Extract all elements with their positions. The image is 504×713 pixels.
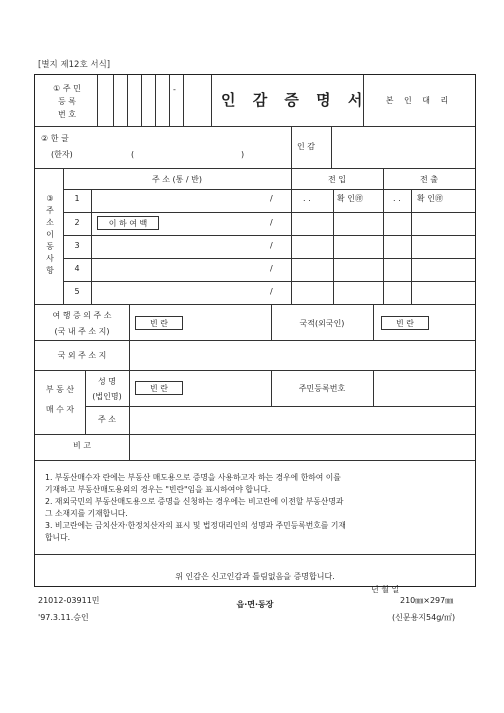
slash: /	[270, 264, 273, 273]
domestic-address-label: (국 내 주 소 지)	[54, 327, 110, 336]
form-label: [별지 제12호 서식]	[38, 60, 111, 70]
foreign-address-label: 국 외 주 소 지	[57, 351, 107, 360]
date-dots: . .	[393, 194, 401, 203]
moved-stamp-box	[97, 216, 159, 230]
address-header: 주 소 (통 / 반)	[151, 175, 203, 184]
paper-type: (신문용지54g/㎡)	[392, 613, 456, 622]
nationality-label: 국적(외국인)	[299, 319, 345, 328]
address-row-number: 4	[74, 264, 80, 273]
name-label: 성 명	[98, 377, 116, 386]
paren-close: )	[241, 150, 245, 159]
slash: /	[270, 287, 273, 296]
slash: /	[270, 241, 273, 250]
moved-out-header: 전 출	[420, 175, 438, 184]
hanja-label: (한자)	[51, 150, 73, 159]
buyer-label-2: 매 수 자	[45, 405, 75, 414]
remarks-label: 비 고	[73, 441, 91, 450]
date-dots: . .	[303, 194, 311, 203]
address-section-label: ③ 주 소 이 동 사 항	[46, 194, 54, 275]
moved-stamp-text: 이 하 여 백	[108, 219, 148, 228]
date-line: 년 월 일	[371, 585, 400, 594]
buyer-label-1: 부 동 산	[45, 385, 75, 394]
instructions: 1. 부동산매수자 란에는 부동산 매도용으로 증명을 사용하고자 하는 경우에 한하여 이를 기재하고 부동산매도용외의 경우는 "빈란"임을 표시하여야 합니다. 2. 재외국민의 부동산매도용으로 증명을 신청하는 경우에는 비고란에 이전할 부동산명과 그 소재지를 기재합니다. 3. 비고란에는 금치산자·한정치산자의 표시 및 법정대리인의 성명과 주민등록번호를 기재 합니다.	[45, 473, 346, 542]
paper-size: 210㎜×297㎜	[400, 596, 454, 605]
slash: /	[270, 194, 273, 203]
document-title: 인 감 증 명 서	[221, 91, 369, 109]
blank-box: 빈 란	[135, 381, 183, 395]
address-row-number: 1	[74, 194, 80, 203]
paren-open: (	[131, 150, 135, 159]
address-row-number: 2	[74, 218, 80, 227]
reg-dash: -	[173, 85, 176, 94]
seal-label: 인 감	[297, 142, 315, 151]
address-row-number: 5	[74, 287, 80, 296]
moved-in-header: 전 입	[328, 175, 346, 184]
resident-number-label: 주민등록번호	[298, 384, 346, 393]
travel-address-label: 여 행 증 의 주 소	[52, 311, 112, 320]
slash: /	[270, 218, 273, 227]
confirm-stamp: 확 인㊞	[337, 194, 363, 203]
form-code: 21012-03911민	[38, 596, 100, 605]
blank-box: 빈 란	[135, 316, 183, 330]
corp-name-label: (법인명)	[92, 392, 122, 401]
issuer: 읍·면·동장	[236, 600, 274, 609]
principal-agent-label: 본 인 대 리	[385, 96, 453, 105]
blank-box: 빈 란	[381, 316, 429, 330]
hangul-label: ② 한 글	[41, 134, 69, 143]
address-row-number: 3	[74, 241, 80, 250]
certify-statement: 위 인감은 신고인감과 틀림없음을 증명합니다.	[175, 572, 335, 581]
reg-number-label: ① 주 민 등 록 번 호	[53, 84, 81, 119]
confirm-stamp: 확 인㊞	[417, 194, 443, 203]
approval-date: '97.3.11.승인	[38, 613, 89, 622]
buyer-address-label: 주 소	[98, 415, 116, 424]
